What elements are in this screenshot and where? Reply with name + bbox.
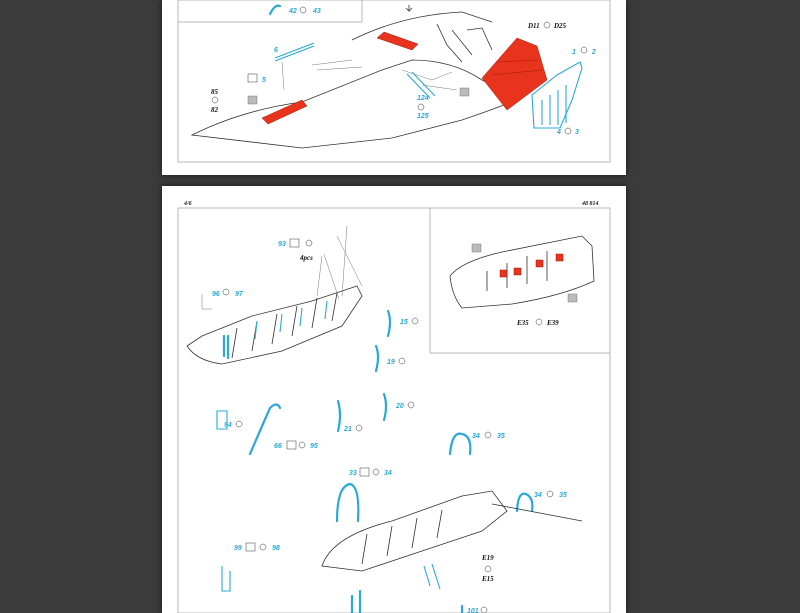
part-bottom-etch — [352, 591, 360, 613]
part-42-43-etch — [270, 6, 280, 14]
label-66: 66 — [274, 443, 282, 450]
label-35a: 35 — [497, 433, 505, 440]
label-124: 124 — [417, 95, 429, 102]
label-35c: 35 — [559, 492, 567, 499]
page-number: 4/6 — [184, 201, 192, 207]
label-2: 2 — [592, 49, 596, 56]
wing-lower-section — [192, 60, 522, 148]
label-94: 94 — [224, 422, 232, 429]
red-strip-lower — [262, 100, 307, 124]
label-4: 4 — [557, 129, 561, 136]
red-tab-1 — [500, 270, 507, 277]
label-101: 101 — [467, 608, 479, 613]
part-15 — [388, 311, 390, 336]
label-34b: 34 — [384, 470, 392, 477]
part-21 — [338, 401, 340, 431]
label-82: 82 — [211, 106, 218, 114]
part-98-99 — [222, 566, 230, 591]
label-5: 5 — [262, 77, 266, 84]
label-4pcs: 4pcs — [300, 254, 313, 262]
label-15: 15 — [400, 319, 408, 326]
label-e39: E39 — [547, 319, 559, 327]
instruction-page-4 — [162, 186, 626, 613]
label-e19: E19 — [482, 554, 494, 562]
label-93: 93 — [278, 241, 286, 248]
part-34-arch — [450, 434, 470, 454]
label-95: 95 — [310, 443, 318, 450]
label-33: 33 — [349, 470, 357, 477]
instruction-page-3 — [162, 0, 626, 175]
bend-icon — [248, 74, 257, 82]
red-strip-upper — [377, 32, 418, 50]
label-98: 98 — [272, 545, 280, 552]
red-tab-2 — [514, 268, 521, 275]
label-20: 20 — [396, 403, 404, 410]
red-tab-4 — [556, 254, 563, 261]
label-21: 21 — [344, 426, 352, 433]
label-19: 19 — [387, 359, 395, 366]
kit-number: 48 814 — [582, 201, 599, 207]
label-99: 99 — [234, 545, 242, 552]
label-1: 1 — [572, 49, 576, 56]
part-19 — [376, 346, 378, 371]
label-d25: D25 — [554, 22, 567, 30]
label-97: 97 — [235, 291, 243, 298]
page-4-drawing — [162, 186, 626, 613]
label-e15: E15 — [482, 575, 494, 583]
label-3: 3 — [575, 129, 579, 136]
label-85: 85 — [211, 88, 218, 96]
grey-box-icon — [248, 96, 257, 104]
part-34-arch-right — [517, 494, 532, 511]
label-96: 96 — [212, 291, 220, 298]
label-d11: D11 — [528, 22, 540, 30]
label-34a: 34 — [472, 433, 480, 440]
part-20 — [384, 394, 386, 420]
red-tab-3 — [536, 260, 543, 267]
inset-frame — [430, 208, 610, 353]
label-42: 42 — [289, 8, 297, 15]
part-6-strip — [275, 43, 314, 58]
part-33-arch — [337, 484, 358, 521]
label-43: 43 — [313, 8, 321, 15]
part-spar-etch — [224, 336, 228, 358]
label-e35: E35 — [517, 319, 529, 327]
page-3-drawing — [162, 0, 626, 175]
label-6: 6 — [274, 47, 278, 54]
page-frame — [178, 208, 610, 613]
label-34c: 34 — [534, 492, 542, 499]
label-125: 125 — [417, 113, 429, 120]
